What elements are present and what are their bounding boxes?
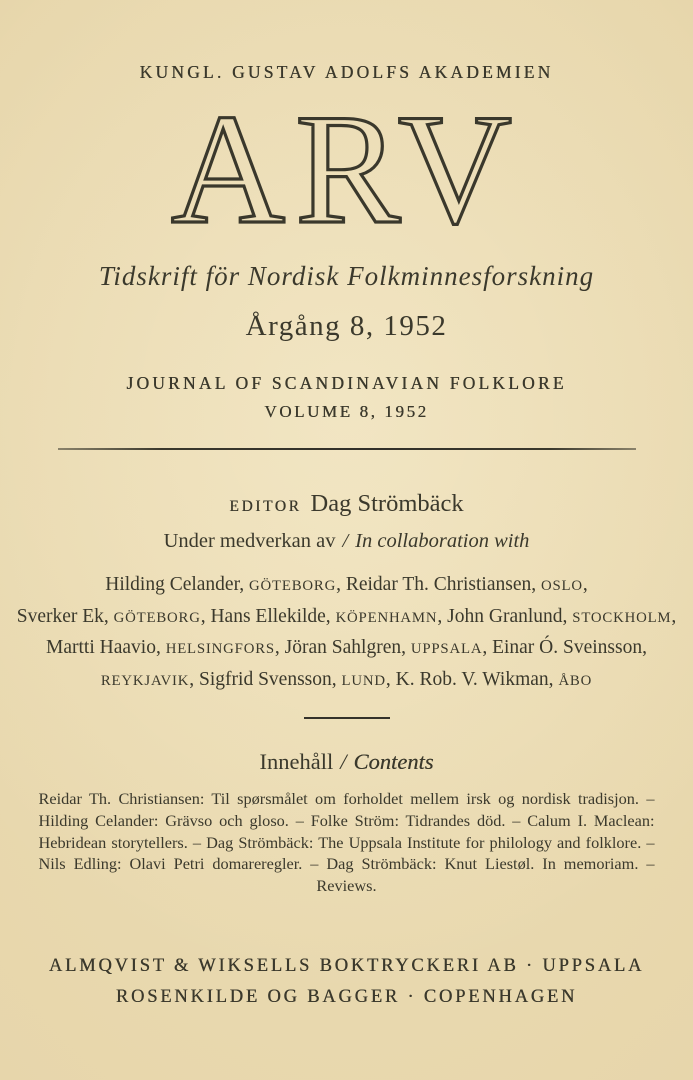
collaborator-line: Hilding Celander, GÖTEBORG, Reidar Th. Christiansen, OSLO, xyxy=(105,574,588,595)
printer-line: ALMQVIST & WIKSELLS BOKTRYCKERI AB · UPPSALA xyxy=(48,955,645,976)
imprint xyxy=(0,951,693,1013)
contents-label-swedish: Innehåll xyxy=(259,749,334,774)
collaborator-line: Martti Haavio, HELSINGFORS, Jöran Sahlgren, UPPSALA, Einar Ó. Sveinsson, xyxy=(46,637,647,658)
contents-line: Hebridean storytellers. – Dag Strömbäck: The Uppsala Institute for philology and folklore. – xyxy=(38,832,655,852)
collaboration-separator: / xyxy=(342,530,349,552)
editor-name: Dag Strömbäck xyxy=(310,490,464,517)
collaborator-line: REYKJAVIK, Sigfrid Svensson, LUND, K. Rob. V. Wikman, ÅBO xyxy=(100,668,593,690)
collaborator-line: Sverker Ek, GÖTEBORG, Hans Ellekilde, KÖPENHAMN, John Granlund, STOCKHOLM, xyxy=(16,605,677,627)
academy-name: KUNGL. GUSTAV ADOLFS AKADEMIEN xyxy=(139,62,554,82)
volume-year-english: VOLUME 8, 1952 xyxy=(264,402,429,421)
contents-text xyxy=(39,788,655,897)
publisher-line: ROSENKILDE OG BAGGER · COPENHAGEN xyxy=(115,986,578,1007)
contents-label-english: Contents xyxy=(353,749,434,774)
contents-line: Nils Edling: Olavi Petri domareregler. – Dag Strömbäck: Knut Liestøl. In memoriam. – xyxy=(38,854,655,874)
collaborators-list xyxy=(0,570,693,696)
collaboration-intro-swedish: Under medverkan av xyxy=(163,530,336,552)
horizontal-rule-short xyxy=(304,717,390,719)
editor-line xyxy=(0,490,693,518)
volume-year-swedish: Årgång 8, 1952 xyxy=(245,310,448,342)
journal-logo: ARV xyxy=(171,82,522,257)
contents-line: Reviews. xyxy=(316,876,377,896)
journal-subtitle-swedish: Tidskrift för Nordisk Folkminnesforskning xyxy=(98,261,595,291)
journal-title-english: JOURNAL OF SCANDINAVIAN FOLKLORE xyxy=(126,373,567,393)
collaboration-intro-english: In collaboration with xyxy=(355,530,530,552)
contents-line: Reidar Th. Christiansen: Til spørsmålet om forholdet mellem irsk og nordisk tradisjon. – xyxy=(38,789,655,808)
horizontal-rule-full xyxy=(58,448,636,450)
contents-separator: / xyxy=(340,749,347,774)
contents-line: Hilding Celander: Grävso och gloso. – Folke Ström: Tidrandes död. – Calum I. Maclean: xyxy=(38,810,655,830)
contents-heading xyxy=(0,749,693,775)
editor-label: EDITOR xyxy=(229,498,302,515)
collaboration-intro xyxy=(0,530,693,553)
